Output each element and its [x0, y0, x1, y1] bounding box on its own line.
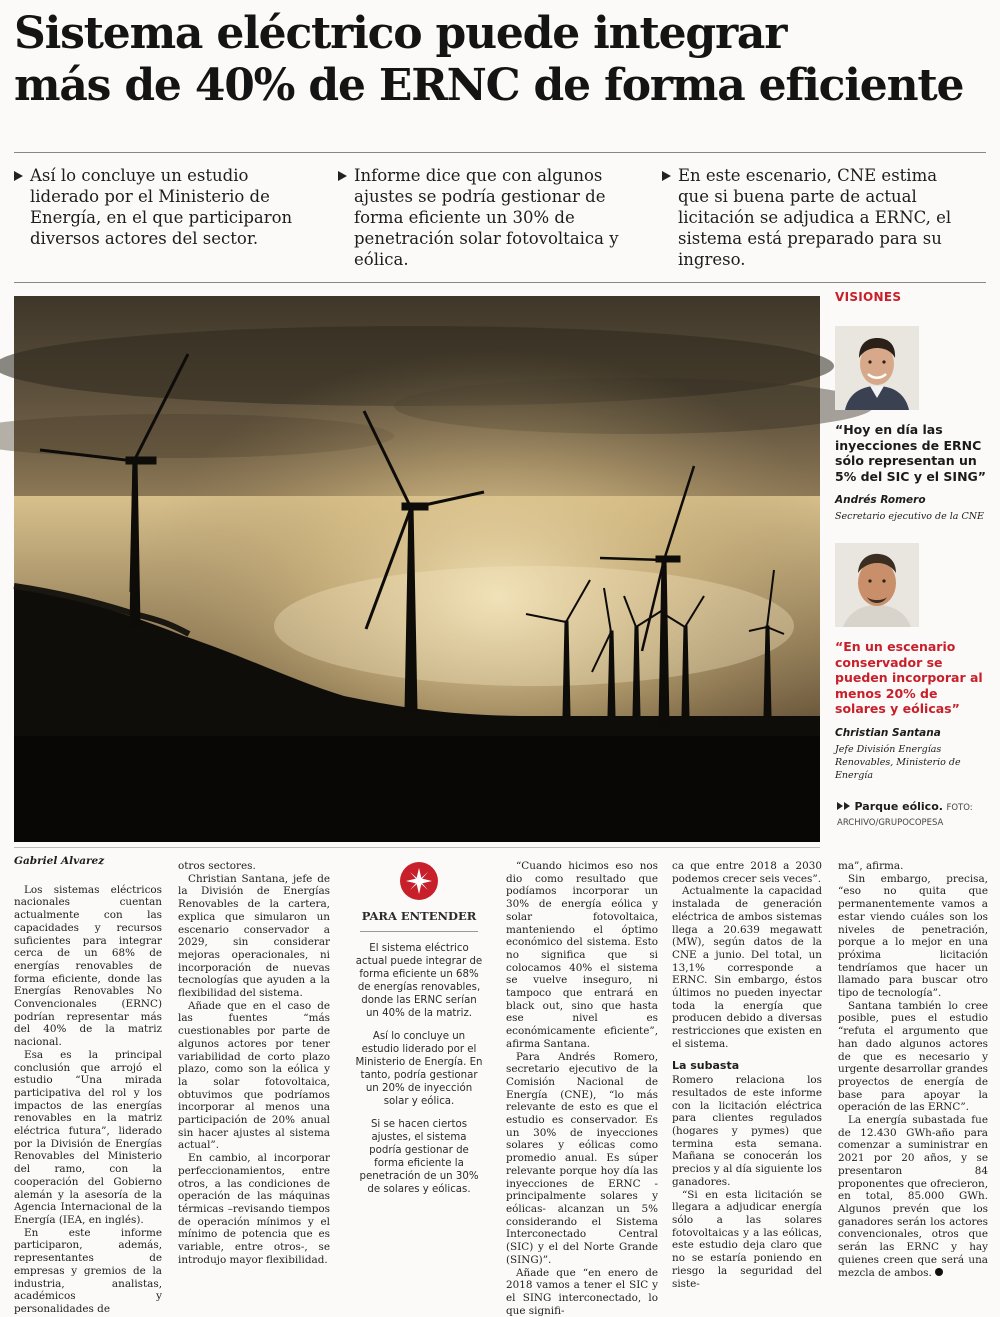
avatar-andres-romero [835, 326, 919, 410]
paragraph-text: La energía subastada fue de 12.430 GWh-año para comenzar a suministrar en 2021 por 20 años, y se presentaron 84 proponentes que ofrecieron, en total, 85.000 GWh. Algunos prevén que los ganadores serán los actores convencionales, otros que serán las ERNC y hay quienes creen que será una mezcla de ambos. [838, 1114, 988, 1278]
subhead-la-subasta: La subasta [672, 1060, 822, 1073]
paragraph: En este informe participaron, además, representantes de empresas y gremios de la industria, analistas, académicos y personalidades de [14, 1227, 162, 1316]
wind-farm-photo [14, 296, 820, 842]
deck-rule [14, 282, 986, 283]
box-paragraph: Así lo concluye un estudio liderado por el Ministerio de Energía. En tanto, podría gestionar un 20% de inyección solar y eólica. [355, 1030, 483, 1108]
vision-quote-1: “Hoy en día las inyecciones de ERNC sólo representan un 5% del SIC y el SING” [835, 422, 990, 484]
triangle-bullet-icon [14, 171, 23, 181]
triangle-bullet-icon [837, 802, 843, 810]
paragraph: Sin embargo, precisa, “eso no quita que permanentemente vamos a estar viendo cuáles son los niveles de penetración, porque a lo mejor en una próxima licitación tendríamos que hacer un llamado para buscar otro tipo de tecnología”. [838, 873, 988, 1000]
para-entender-box [355, 858, 483, 1206]
paragraph: Añade que en el caso de las fuentes “más cuestionables por parte de algunos actores por tener variabilidad de corto plazo plazo, como son la eólica y la solar fotovoltaica, obtuvimos que podríamos incorporar al menos una participación de 20% anual sin hacer ajustes al sistema actual”. [178, 1000, 330, 1152]
paragraph: Añade que “en enero de 2018 vamos a tener el SIC y el SING interconectado, lo que signifi- [506, 1267, 658, 1317]
headline [14, 8, 989, 112]
paragraph: “Cuando hicimos eso nos dio como resultado que podíamos incorporar un 30% de energía eólica y solar fotovoltaica, manteniendo el óptimo económico del sistema. Esto no significa que si colocamos 40% el sistema se vuelve inseguro, ni tampoco que entrará en black out, sino que hasta ese nivel es económicamente eficiente”, afirma Santana. [506, 860, 658, 1051]
paragraph: Para Andrés Romero, secretario ejecutivo de la Comisión Nacional de Energía (CNE), “lo más relevante de esto es que el estudio es conservador. Es un 30% de inyecciones solares y eólicas como promedio anual. Es súper relevante porque hoy día las inyecciones de ERNC - principalmente solares y eólicas- alcanzan un 5% considerando el Sistema Interconectado Central (SIC) y el del Norte Grande (SING)”. [506, 1051, 658, 1267]
paragraph: otros sectores. [178, 860, 330, 873]
wind-turbines-illustration [14, 296, 820, 842]
photo-rule [14, 847, 820, 848]
article-column-4 [506, 860, 658, 1317]
top-rule [14, 152, 986, 153]
paragraph: ca que entre 2018 a 2030 podemos crecer seis veces”. [672, 860, 822, 885]
paragraph: En cambio, al incorporar perfeccionamientos, entre otros, a las condiciones de operación de las máquinas térmicas –revisando tiempos de operación mínimos y el mínimo de potencia que es variable, entre otros-, se introdujo mayor flexibilidad. [178, 1152, 330, 1266]
headline-line-2: más de 40% de ERNC de forma eficiente [14, 60, 989, 112]
visions-sidebar [835, 290, 990, 782]
article-column-6 [838, 860, 988, 1279]
visions-title: VISIONES [835, 290, 990, 304]
vision-author-1: Andrés Romero [835, 494, 990, 506]
paragraph: Christian Santana, jefe de la División de Energías Renovables de la cartera, explica que simularon un escenario conservador a 2029, sin considerar mejoras operacionales, ni incorporación de nuevas tecnologías que ayuden a la flexibilidad del sistema. [178, 873, 330, 1000]
paragraph: “Si en esta licitación se llegara a adjudicar energía sólo a las solares fotovoltaicas y a las eólicas, este estudio deja claro que no se estaría poniendo en riesgo la seguridad del siste- [672, 1189, 822, 1291]
paragraph: Romero relaciona los resultados de este informe con la licitación eléctrica para clientes regulados (hogares y pymes) que termina esta semana. Mañana se conocerán los precios y al día siguiente los ganadores. [672, 1074, 822, 1188]
portrait-icon [835, 326, 919, 410]
paragraph [838, 1114, 988, 1279]
photo-caption [837, 800, 987, 830]
compass-star-icon [400, 862, 438, 900]
deck-1: Así lo concluye un estudio liderado por el Ministerio de Energía, en el que participaron diversos actores del sector. [14, 165, 338, 270]
triangle-bullet-icon [844, 802, 850, 810]
box-paragraph: Si se hacen ciertos ajustes, el sistema podría gestionar de forma eficiente la penetración de un 30% de solares y eólicas. [355, 1118, 483, 1196]
deck-3: En este escenario, CNE estima que si buena parte de actual licitación se adjudica a ERNC, el sistema está preparado para su ingreso. [662, 165, 986, 270]
triangle-bullet-icon [338, 171, 347, 181]
article-column-5 [672, 860, 822, 1290]
end-mark-icon [935, 1268, 943, 1276]
article-column-2 [178, 860, 330, 1267]
vision-role-2: Jefe División Energías Renovables, Ministerio de Energía [835, 743, 990, 782]
paragraph: Los sistemas eléctricos nacionales cuentan actualmente con las capacidades y recursos suficientes para integrar cerca de un 68% de energías renovables de forma eficiente, donde las Energías Renovables No Convencionales (ERNC) podrían representar más del 40% de la matriz nacional. [14, 884, 162, 1049]
caption-label: Parque eólico. [855, 800, 943, 813]
portrait-icon [835, 543, 919, 627]
box-paragraph: El sistema eléctrico actual puede integrar de forma eficiente un 68% de energías renovables, donde las ERNC serían un 40% de la matriz. [355, 942, 483, 1020]
deck-2: Informe dice que con algunos ajustes se podría gestionar de forma eficiente un 30% de penetración solar fotovoltaica y eólica. [338, 165, 662, 270]
paragraph: Actualmente la capacidad instalada de generación eléctrica de ambos sistemas llega a 20.639 megawatt (MW), según datos de la CNE a junio. Del total, un 13,1% corresponde a ERNC. Sin embargo, éstos últimos no pueden inyectar toda la energía que producen debido a diversas restricciones que existen en el sistema. [672, 885, 822, 1050]
avatar-christian-santana [835, 543, 919, 627]
triangle-bullet-icon [662, 171, 671, 181]
byline: Gabriel Alvarez [14, 855, 162, 868]
article-column-1 [14, 855, 162, 1316]
paragraph: Santana también lo cree posible, pues el estudio “refuta el argumento que han dado algunos actores de que es necesario y urgente desarrollar grandes proyectos de energía de base para apoyar la operación de las ERNC”. [838, 1000, 988, 1114]
vision-role-1: Secretario ejecutivo de la CNE [835, 510, 990, 523]
paragraph: Esa es la principal conclusión que arrojó el estudio “Una mirada participativa del rol y los impactos de las energías renovables en la matriz eléctrica futura”, liderado por la División de Energías Renovables del Ministerio del ramo, con la cooperación del Gobierno alemán y la asesoría de la Agencia Internacional de la Energía (IEA, en inglés). [14, 1049, 162, 1227]
box-divider [360, 931, 478, 932]
headline-line-1: Sistema eléctrico puede integrar [14, 8, 989, 60]
vision-quote-2: “En un escenario conservador se pueden incorporar al menos 20% de solares y eólicas” [835, 639, 990, 717]
caption-credit-prefix: FOTO: [946, 803, 972, 813]
para-entender-label: PARA ENTENDER [355, 910, 483, 923]
paragraph: ma”, afirma. [838, 860, 988, 873]
caption-credit: ARCHIVO/GRUPOCOPESA [837, 818, 943, 828]
vision-author-2: Christian Santana [835, 727, 990, 739]
summary-decks [14, 165, 986, 270]
